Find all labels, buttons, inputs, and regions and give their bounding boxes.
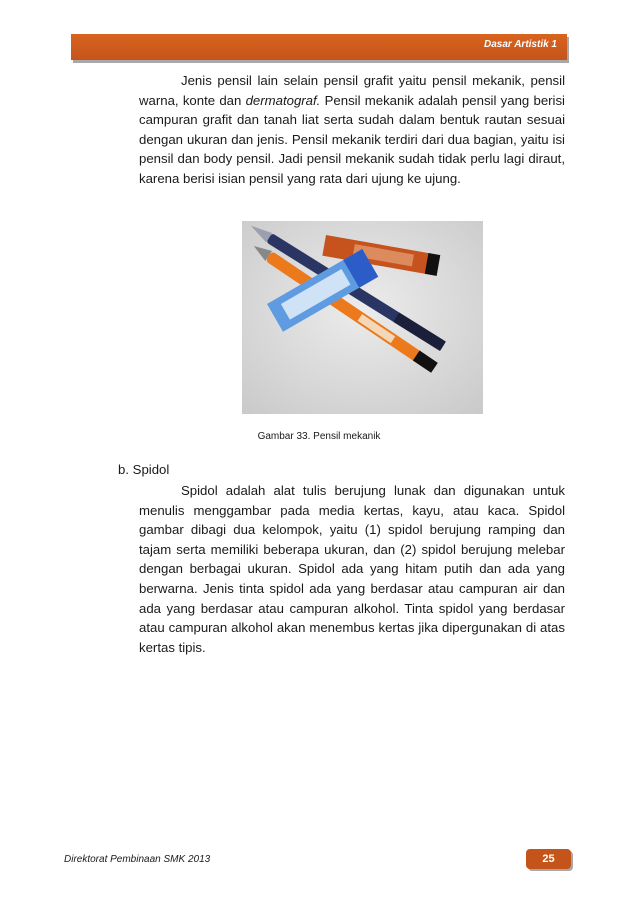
header-bar <box>71 34 567 60</box>
paragraph-text-start: Jenis pensil lain selain pensil grafit yaitu pensil mekanik, pensil warna, konte dan <box>139 73 565 108</box>
section-heading-spidol: b. Spidol <box>118 462 170 477</box>
paragraph-spidol: Spidol adalah alat tulis berujung lunak dan digunakan untuk menulis menggambar pada media kertas, kayu, atau kaca. Spidol gambar dibagi dua kelompok, yaitu (1) spidol berujung ramping dan tajam serta memiliki beberapa ukuran, dan (2) spidol berujung melebar dengan berbagai ukuran. Spidol ada yang hitam putih dan ada yang berwarna. Jenis tinta spidol ada yang berdasar atau campuran air dan ada yang berdasar atau campuran alkohol. Tinta spidol yang berdasar atau campuran alkohol akan menembus kertas jika dipergunakan di atas kertas tipis. <box>139 483 565 655</box>
figure-caption: Gambar 33. Pensil mekanik <box>257 431 381 442</box>
header-title: Dasar Artistik 1 <box>484 39 557 50</box>
paragraph-mechanical-pencil <box>139 71 565 189</box>
page-number-badge: 25 <box>526 849 571 869</box>
paragraph-text-end: Pensil mekanik adalah pensil yang berisi campuran grafit dan tanah liat serta sudah dalam bentuk rautan sesuai dengan ukuran dan jenis. Pensil mekanik terdiri dari dua bagian, yaitu isi pensil dan body pensil. Jadi pensil mekanik sudah tidak perlu lagi diraut, karena berisi isian pensil yang rata dari ujung ke ujung. <box>139 92 565 186</box>
footer-publisher: Direktorat Pembinaan SMK 2013 <box>64 854 211 865</box>
paragraph-emphasis: dermatograf. <box>245 92 321 108</box>
mechanical-pencil-photo <box>242 221 483 414</box>
